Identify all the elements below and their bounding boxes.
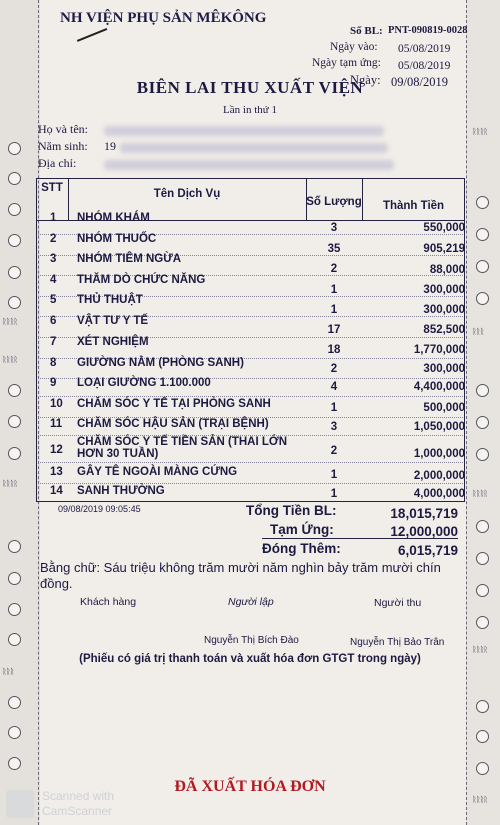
row-amount: 2,000,000 xyxy=(413,470,465,482)
row-quantity: 1 xyxy=(330,304,338,316)
row-service: XÉT NGHIỆM xyxy=(77,336,149,348)
receipt-number: PNT-090819-0028 xyxy=(388,25,468,36)
row-stt: 1 xyxy=(50,212,57,224)
creator-name: Nguyễn Thị Bích Đào xyxy=(204,635,299,646)
receipt-date-label: Ngày: xyxy=(350,73,381,87)
advance-date-label: Ngày tạm ứng: xyxy=(312,57,381,69)
header-stt: STT xyxy=(41,182,63,194)
document-title: BIÊN LAI THU XUẤT VIỆN xyxy=(136,78,364,97)
row-stt: 14 xyxy=(50,485,63,497)
total-amount: 18,015,719 xyxy=(390,506,458,521)
row-quantity: 18 xyxy=(327,344,341,356)
print-count: Lần in thứ 1 xyxy=(223,104,277,116)
birth-year-label: Năm sinh: xyxy=(38,139,88,153)
collector-name: Nguyễn Thị Bảo Trân xyxy=(350,637,445,648)
row-amount: 905,219 xyxy=(423,243,465,255)
row-amount: 300,000 xyxy=(423,284,465,296)
row-service: CHĂM SÓC HẬU SẢN (TRẠI BỆNH) xyxy=(77,418,269,430)
row-quantity: 2 xyxy=(330,445,338,457)
row-stt: 10 xyxy=(50,398,63,410)
row-service: NHÓM KHÁM xyxy=(77,212,150,224)
signature-customer: Khách hàng xyxy=(80,596,137,608)
row-service: VẬT TƯ Y TẾ xyxy=(77,315,149,327)
row-amount: 1,050,000 xyxy=(413,421,465,433)
row-stt: 11 xyxy=(50,418,63,430)
row-service: THĂM DÒ CHỨC NĂNG xyxy=(77,274,206,286)
row-service: NHÓM THUỐC xyxy=(77,233,157,245)
watermark-line-2: CamScanner xyxy=(42,804,113,818)
address-label: Địa chỉ: xyxy=(38,156,77,170)
receipt-date: 09/08/2019 xyxy=(391,75,448,89)
amount-in-words-label: Bằng chữ: xyxy=(40,560,101,575)
row-service: LOẠI GIƯỜNG 1.100.000 xyxy=(77,377,211,389)
patient-name-label: Họ và tên: xyxy=(38,122,88,136)
row-amount: 4,400,000 xyxy=(413,381,465,393)
advance-amount: 12,000,000 xyxy=(390,524,458,539)
signature-collector: Người thu xyxy=(374,597,422,609)
header-amount: Thành Tiền xyxy=(382,200,445,212)
row-quantity: 17 xyxy=(327,324,341,336)
birth-year-redacted xyxy=(120,143,388,153)
row-quantity: 35 xyxy=(327,243,341,255)
row-service: GÂY TÊ NGOÀI MÀNG CỨNG xyxy=(77,466,238,478)
row-amount: 88,000 xyxy=(429,264,465,276)
patient-name-redacted xyxy=(104,126,384,136)
row-stt: 3 xyxy=(50,253,57,265)
row-stt: 6 xyxy=(50,315,57,327)
birth-year-partial: 19 xyxy=(104,139,116,153)
row-stt: 12 xyxy=(50,444,63,456)
row-amount: 500,000 xyxy=(423,402,465,414)
extra-label: Đóng Thêm: xyxy=(262,541,341,556)
extra-amount: 6,015,719 xyxy=(397,543,458,558)
validity-note: (Phiếu có giá trị thanh toán và xuất hóa đơn GTGT trong ngày) xyxy=(79,653,421,665)
totals-divider xyxy=(262,538,458,539)
row-quantity: 3 xyxy=(330,421,338,433)
row-stt: 13 xyxy=(50,466,63,478)
admit-date: 05/08/2019 xyxy=(398,43,451,55)
signature-creator: Người lập xyxy=(228,596,274,608)
row-amount: 300,000 xyxy=(423,304,465,316)
row-stt: 8 xyxy=(50,357,57,369)
row-quantity: 2 xyxy=(330,263,338,275)
row-stt: 9 xyxy=(50,377,57,389)
row-amount: 300,000 xyxy=(423,363,465,375)
amount-in-words xyxy=(40,560,460,592)
row-service: CHĂM SÓC Y TẾ TẠI PHÒNG SANH xyxy=(77,398,271,410)
print-time: 09/08/2019 09:05:45 xyxy=(58,504,141,514)
header-quantity: Số Lượng xyxy=(306,196,362,208)
row-stt: 5 xyxy=(50,294,57,306)
row-stt: 7 xyxy=(50,336,57,348)
row-quantity: 1 xyxy=(330,284,338,296)
row-service: SANH THƯỜNG xyxy=(77,485,165,497)
advance-date: 05/08/2019 xyxy=(398,60,451,72)
header-service: Tên Dịch Vụ xyxy=(153,188,221,200)
row-service: THỦ THUẬT xyxy=(77,294,143,306)
receipt-number-label: Số BL: xyxy=(350,25,383,37)
watermark-line-1: Scanned with xyxy=(42,789,115,803)
scanner-watermark xyxy=(42,789,114,819)
row-quantity: 1 xyxy=(330,402,338,414)
row-amount: 1,000,000 xyxy=(413,448,465,460)
amount-in-words-text: Sáu triệu không trăm mười năm nghìn bảy trăm mười chín đồng. xyxy=(40,560,441,591)
service-table xyxy=(36,178,465,502)
row-quantity: 1 xyxy=(330,488,338,500)
invoice-issued-stamp: ĐÃ XUẤT HÓA ĐƠN xyxy=(174,778,326,795)
address-redacted xyxy=(104,160,394,170)
row-quantity: 2 xyxy=(330,363,338,375)
pen-mark xyxy=(77,28,107,41)
row-service: GIƯỜNG NẰM (PHÒNG SANH) xyxy=(77,357,244,369)
hospital-name: NH VIỆN PHỤ SẢN MÊKÔNG xyxy=(60,10,267,26)
row-service: NHÓM TIÊM NGỪA xyxy=(77,253,182,265)
admit-date-label: Ngày vào: xyxy=(330,41,378,53)
row-quantity: 3 xyxy=(330,222,338,234)
right-perforation xyxy=(466,0,467,825)
total-label: Tổng Tiền BL: xyxy=(246,503,337,518)
row-amount: 852,500 xyxy=(423,324,465,336)
row-stt: 4 xyxy=(50,274,57,286)
row-amount: 1,770,000 xyxy=(413,344,465,356)
row-quantity: 4 xyxy=(330,381,338,393)
row-stt: 2 xyxy=(50,233,57,245)
row-quantity: 1 xyxy=(330,469,338,481)
row-service: CHĂM SÓC Y TẾ TIỀN SẢN (THAI LỚN HƠN 30 TUẦN) xyxy=(77,436,288,460)
advance-label: Tạm Ứng: xyxy=(270,522,334,537)
row-amount: 550,000 xyxy=(423,222,465,234)
camscanner-logo-icon xyxy=(6,790,34,818)
row-amount: 4,000,000 xyxy=(413,488,465,500)
